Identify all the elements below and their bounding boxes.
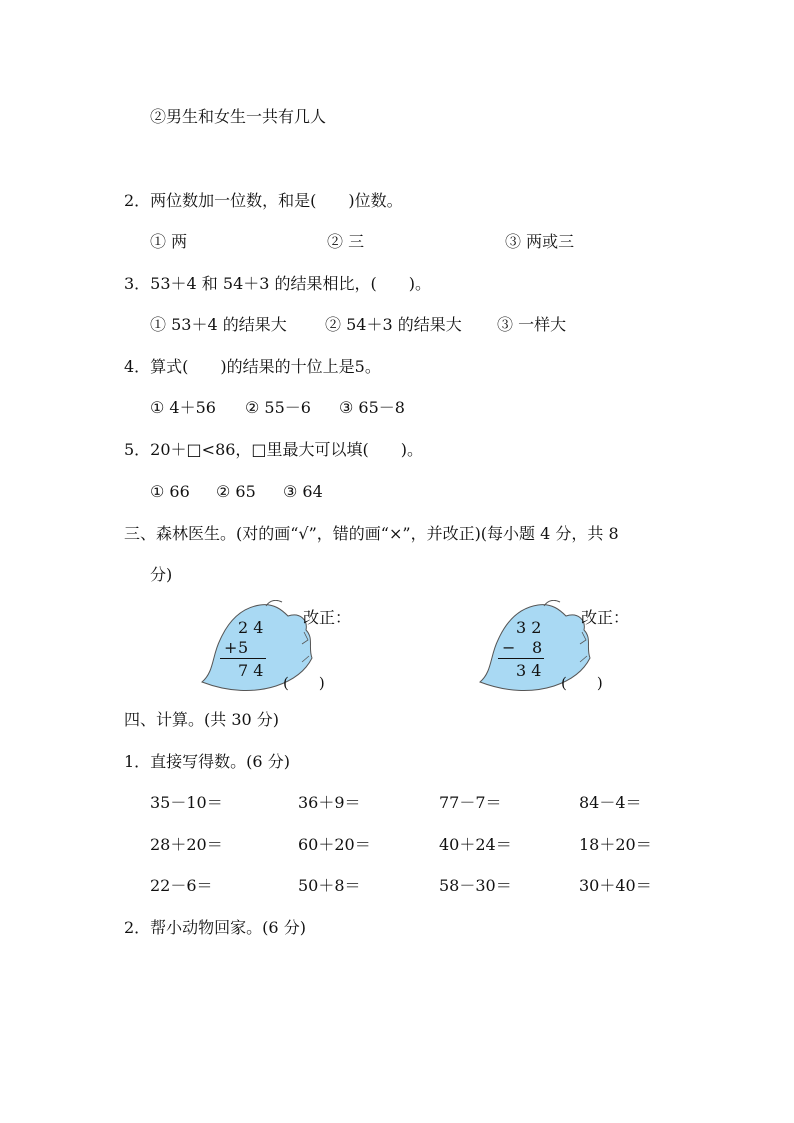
- option-2[interactable]: ② 54＋3 的结果大: [325, 315, 462, 334]
- calc-item[interactable]: 60＋20＝: [298, 835, 371, 854]
- judgement-blank[interactable]: ( ): [283, 674, 325, 692]
- option-3[interactable]: ③ 一样大: [497, 315, 567, 334]
- calc-item[interactable]: 58－30＝: [439, 876, 512, 895]
- option-1[interactable]: ① 66: [150, 482, 190, 501]
- option-3[interactable]: ③ 两或三: [505, 232, 575, 251]
- option-1[interactable]: ① 53＋4 的结果大: [150, 315, 287, 334]
- calc-item[interactable]: 22－6＝: [150, 876, 213, 895]
- option-1[interactable]: ① 两: [150, 232, 188, 251]
- calc-item[interactable]: 28＋20＝: [150, 835, 223, 854]
- question-4-stem: 4．算式( )的结果的十位上是5。: [124, 357, 381, 376]
- calc-item[interactable]: 84－4＝: [579, 793, 642, 812]
- subsection-1-title: 1．直接写得数。(6 分): [124, 752, 290, 771]
- option-1[interactable]: ① 4＋56: [150, 398, 216, 417]
- subtrahend: 8: [532, 638, 543, 657]
- judgement-blank[interactable]: ( ): [561, 674, 603, 692]
- option-2[interactable]: ② 55－6: [245, 398, 311, 417]
- question-text: ②男生和女生一共有几人: [150, 107, 327, 126]
- option-3[interactable]: ③ 65－8: [339, 398, 405, 417]
- calc-item[interactable]: 36＋9＝: [298, 793, 361, 812]
- option-3[interactable]: ③ 64: [283, 482, 323, 501]
- calc-item[interactable]: 40＋24＝: [439, 835, 512, 854]
- question-2-stem: 2．两位数加一位数，和是( )位数。: [124, 191, 403, 210]
- addend-top: 2 4: [238, 618, 264, 637]
- option-2[interactable]: ② 65: [216, 482, 256, 501]
- addend-bottom: 5: [238, 638, 249, 657]
- question-5-stem: 5．20＋□<86，□里最大可以填( )。: [124, 440, 424, 459]
- calc-item[interactable]: 30＋40＝: [579, 876, 652, 895]
- question-3-stem: 3．53＋4 和 54＋3 的结果相比，( )。: [124, 274, 432, 293]
- calc-item[interactable]: 77－7＝: [439, 793, 502, 812]
- section-3-title-cont: 分): [150, 565, 173, 584]
- result: 3 4: [516, 661, 542, 680]
- vertical-calc-line: [220, 658, 266, 659]
- calc-item[interactable]: 35－10＝: [150, 793, 223, 812]
- correction-label: 改正：: [303, 608, 352, 627]
- vertical-calc-line: [498, 658, 544, 659]
- section-3-title: 三、森林医生。(对的画“√”，错的画“×”，并改正)(每小题 4 分，共 8: [124, 524, 619, 543]
- calc-item[interactable]: 50＋8＝: [298, 876, 361, 895]
- option-2[interactable]: ② 三: [327, 232, 365, 251]
- operator: −: [502, 638, 516, 657]
- correction-label: 改正：: [581, 608, 630, 627]
- calc-item[interactable]: 18＋20＝: [579, 835, 652, 854]
- section-4-title: 四、计算。(共 30 分): [124, 710, 280, 729]
- operator: +: [224, 638, 238, 657]
- result: 7 4: [238, 661, 264, 680]
- minuend: 3 2: [516, 618, 542, 637]
- subsection-2-title: 2．帮小动物回家。(6 分): [124, 918, 306, 937]
